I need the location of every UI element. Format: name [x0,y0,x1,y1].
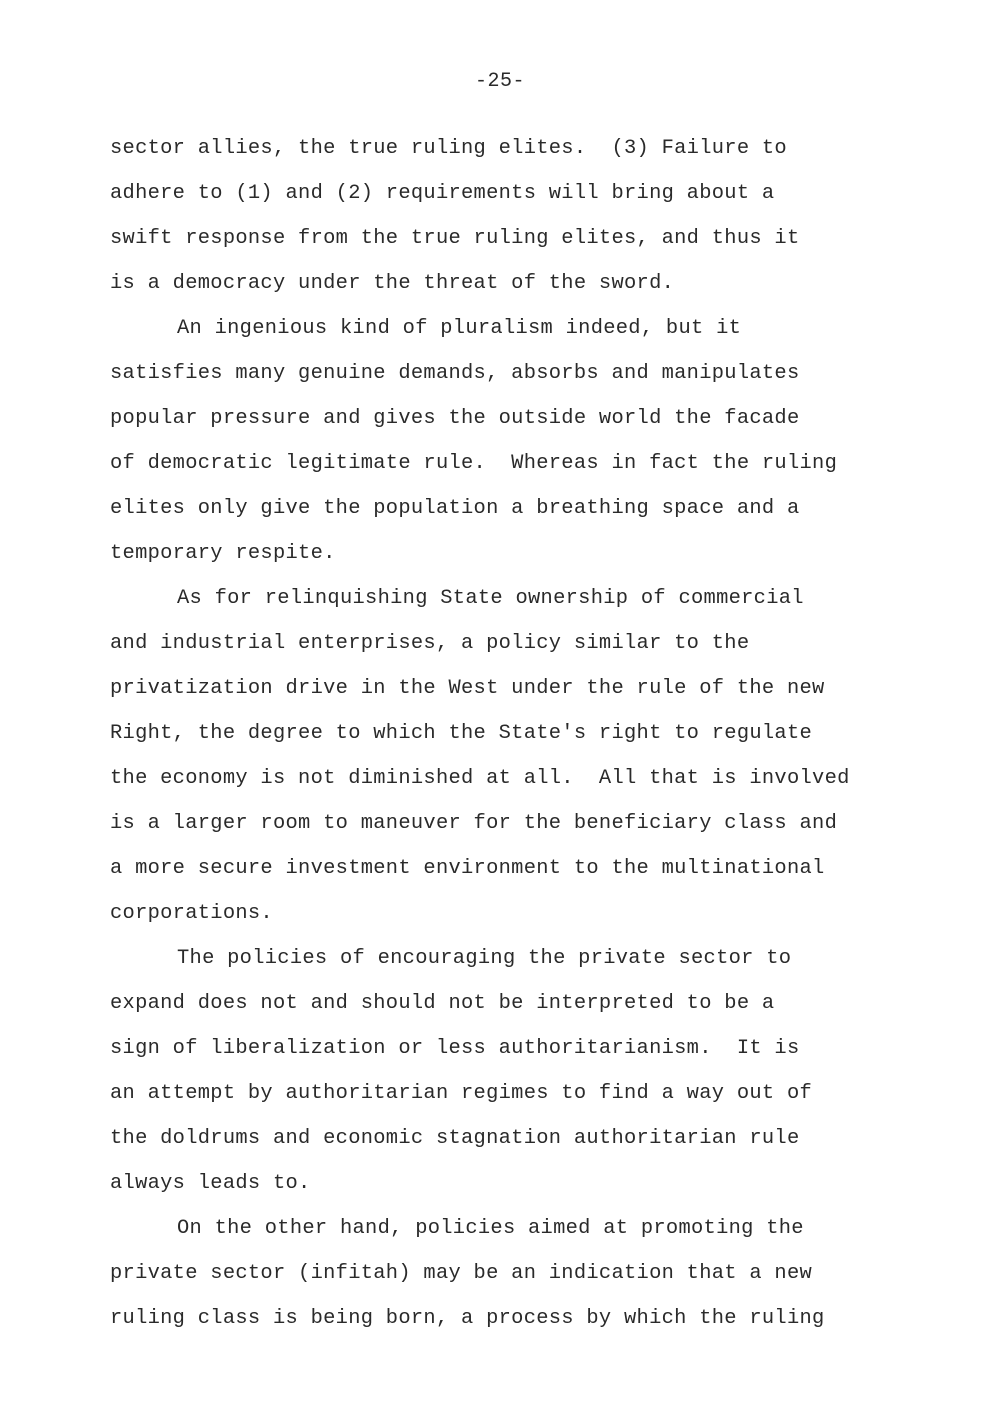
text-line: ruling class is being born, a process by which the ruling [110,1307,825,1330]
text-line: the economy is not diminished at all. All that is involved [110,767,850,790]
text-line: is a democracy under the threat of the sword. [110,272,675,295]
text-line: As for relinquishing State ownership of commercial [177,587,804,610]
paragraph-3 [110,583,930,943]
text-line: an attempt by authoritarian regimes to find a way out of [110,1082,813,1105]
text-line: of democratic legitimate rule. Whereas in fact the ruling [110,452,838,475]
paragraph-1 [110,133,930,313]
text-line: is a larger room to maneuver for the beneficiary class and [110,812,838,835]
paragraph-4 [110,943,930,1213]
text-line: On the other hand, policies aimed at promoting the [177,1217,804,1240]
page-number: -25- [474,70,525,93]
text-line: private sector (infitah) may be an indication that a new [110,1262,813,1285]
text-line: temporary respite. [110,542,336,565]
text-line: sector allies, the true ruling elites. (3) Failure to [110,137,787,160]
text-line: the doldrums and economic stagnation authoritarian rule [110,1127,800,1150]
text-line: and industrial enterprises, a policy similar to the [110,632,750,655]
text-line: satisfies many genuine demands, absorbs and manipulates [110,362,800,385]
text-line: always leads to. [110,1172,311,1195]
text-line: sign of liberalization or less authoritarianism. It is [110,1037,800,1060]
paragraph-2 [110,313,930,583]
text-line: a more secure investment environment to the multinational [110,857,825,880]
text-line: elites only give the population a breathing space and a [110,497,800,520]
text-line: adhere to (1) and (2) requirements will bring about a [110,182,775,205]
text-line: Right, the degree to which the State's right to regulate [110,722,813,745]
text-line: corporations. [110,902,273,925]
body-text [110,133,930,1348]
text-line: swift response from the true ruling elites, and thus it [110,227,800,250]
text-line: privatization drive in the West under the rule of the new [110,677,825,700]
text-line: An ingenious kind of pluralism indeed, but it [177,317,742,340]
text-line: popular pressure and gives the outside world the facade [110,407,800,430]
text-line: expand does not and should not be interpreted to be a [110,992,775,1015]
paragraph-5 [110,1213,930,1348]
text-line: The policies of encouraging the private sector to [177,947,792,970]
